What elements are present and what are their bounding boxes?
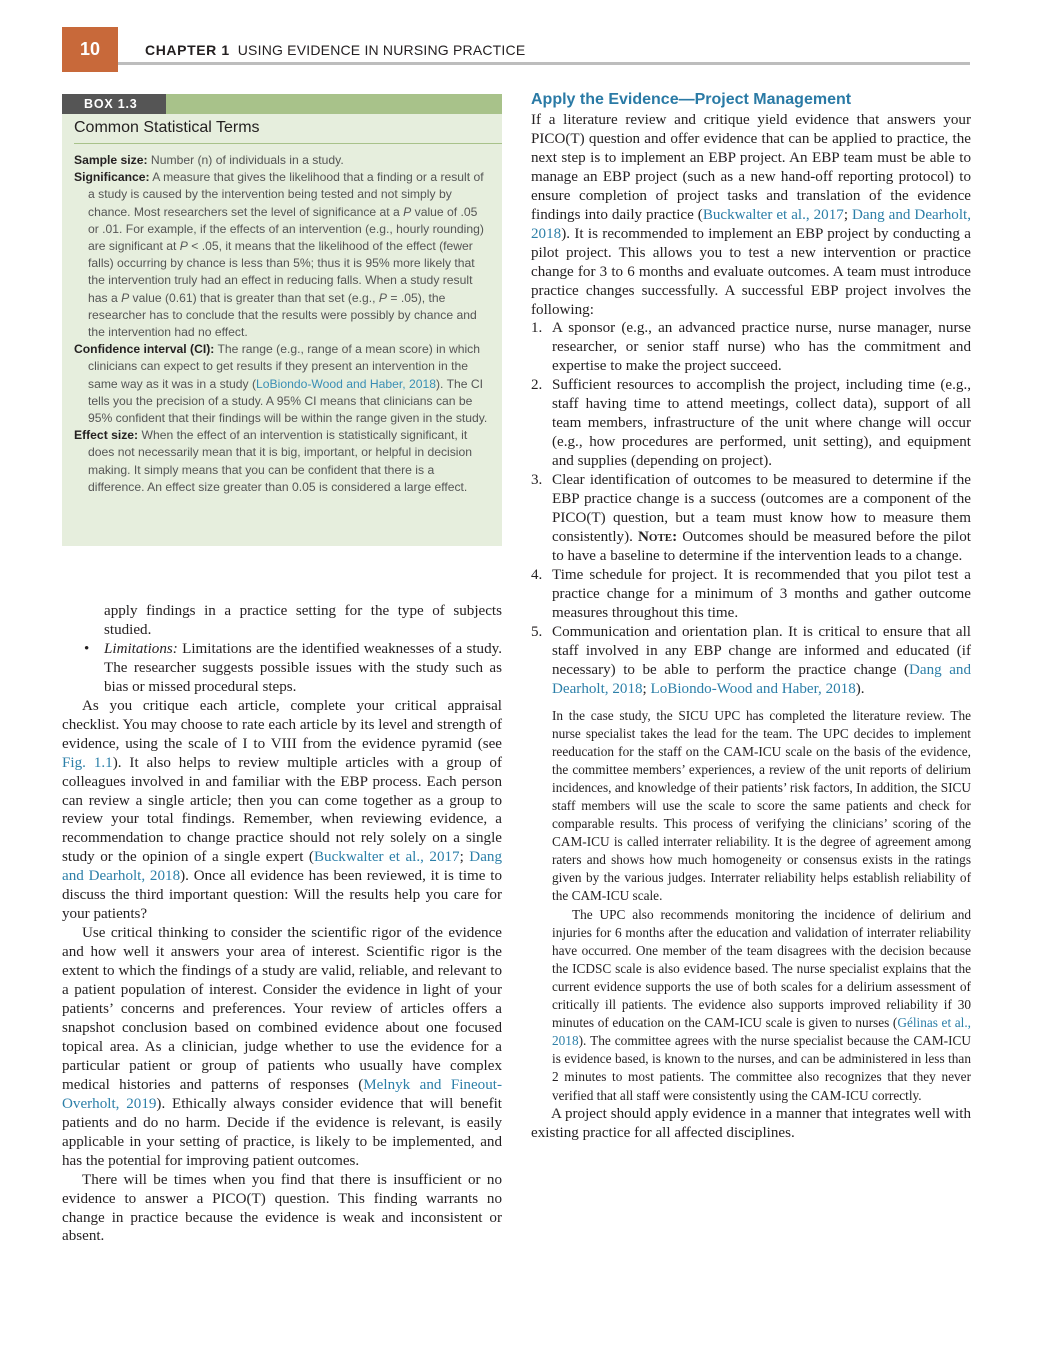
paragraph-critical-thinking <box>62 924 502 1170</box>
p-symbol: P <box>378 290 387 305</box>
bullet-label: Limitations: <box>104 640 178 657</box>
paragraph-critique <box>62 697 502 924</box>
paragraph-text: Use critical thinking to consider the scientific rigor of the evidence and how well it answers your area of interest. Scientific rigor is the extent to which the findings of a study are valid, reliable, and relevant to a patient population of interest. Consider the evidence in light of your patients’ concerns and preferences. Your review of articles offers a snapshot conclusion based on combined evidence about one focused topical area. As a clinician, judge whether to use the evidence for a particular patient or group of patients who usually have complex medical histories and patterns of responses ( <box>62 925 502 1093</box>
page-number: 10 <box>62 27 118 72</box>
definition-text: value of .05 or .01. For example, if the effects of an intervention (e.g., hourly rounding) are significant at <box>88 204 484 254</box>
list-number: 1. <box>531 320 543 337</box>
list-item-text: Clear identification of outcomes to be measured to determine if the EBP practice change is a success (outcomes are a component of the PICO(T) question, but a team must know how to measure them consistently). <box>552 472 971 545</box>
figure-link[interactable]: Fig. 1.1 <box>62 754 113 771</box>
bullet-text: Limitations are the identified weaknesses of a study. The researcher suggests possible issues with the study such as bias or missed procedural steps. <box>104 640 502 695</box>
definition-text: The range (e.g., range of a mean score) in which clinicians can expect to get results if they present an intervention in the same way as it was in a study ( <box>88 342 480 391</box>
citation-link[interactable]: Melnyk and Fineout-Overholt, 2019 <box>62 1076 502 1112</box>
note-label: Note: <box>638 528 678 545</box>
term-label: Significance: <box>74 170 150 185</box>
definition-text: ). The CI tells you the precision of a study. A 95% CI means that clinicians can be 95% confident that their findings will be within the range given in the study. <box>88 376 488 426</box>
section-heading: Apply the Evidence—Project Management <box>531 91 852 108</box>
p-symbol: P <box>403 204 412 219</box>
list-number: 5. <box>531 623 543 640</box>
list-item <box>531 566 971 623</box>
list-number: 2. <box>531 377 543 394</box>
citation-link[interactable]: Buckwalter et al., 2017 <box>702 206 844 223</box>
list-item <box>531 471 971 566</box>
left-column <box>62 602 502 1246</box>
case-study-paragraph: In the case study, the SICU UPC has completed the literature review. The nurse specialist takes the lead for the team. The UPC decides to implement reeducation for the staff on the CAM-ICU scale on the basis of the evidence, the committee members’ experiences, a review of the unit reports of delirium incidences, and knowledge of their patients’ risk factors, In addition, the SICU staff members will use the scale to score the same patients and check for comparable results. This process of verifying the clinicians’ scoring of the CAM-ICU is called interrater reliability. It is the degree of agreement among raters and shows how much homogeneity or consensus exists in the ratings given by the various judges. Interrater reliability helps establish reliability of the CAM-ICU scale. <box>552 707 971 904</box>
definition-effect-size <box>74 427 490 496</box>
running-header <box>145 42 525 58</box>
definition-text: When the effect of an intervention is statistically significant, it does not necessarily mean that it is big, important, or helpful in decision making. It simply means that you can be confident that there is a difference. An effect size greater than 0.05 is considered a large effect. <box>88 428 472 494</box>
citation-link[interactable]: LoBiondo-Wood and Haber, 2018 <box>256 376 437 391</box>
list-item-text: Sufficient resources to accomplish the project, including time (e.g., staff having time to attend meetings, collect data), support of all team members, infrastructure of the unit where change will occur (e.g., how procedures are performed, unit setting), and equipment and supplies (depending on project). <box>552 377 971 470</box>
citation-link[interactable]: Dang and Dearholt, 2018 <box>531 206 972 242</box>
box-label: BOX 1.3 <box>62 94 166 114</box>
bullet-icon: • <box>84 640 90 657</box>
list-item <box>531 376 971 471</box>
citation-link[interactable]: Buckwalter et al., 2017 <box>313 849 460 866</box>
bullet-limitations <box>62 640 502 697</box>
case-study <box>552 707 971 1105</box>
separator: ; <box>642 680 651 697</box>
case-study-paragraph <box>552 906 971 1105</box>
citation-link[interactable]: Dang and Dearholt, 2018 <box>552 661 972 697</box>
separator: ; <box>459 849 470 866</box>
p-symbol: P <box>179 239 188 254</box>
citation-link[interactable]: Gélinas et al., 2018 <box>552 1015 971 1049</box>
paragraph-closing: A project should apply evidence in a manner that integrates well with existing practice for all affected disciplines. <box>531 1105 971 1141</box>
continued-text: apply findings in a practice setting for the type of subjects studied. <box>104 603 502 638</box>
definition-text: value (0.61) that is greater than that set (e.g., <box>129 290 379 305</box>
p-symbol: P <box>121 290 130 305</box>
box-common-statistical-terms <box>62 94 502 546</box>
paragraph-text: ). Once all evidence has been reviewed, it is time to discuss the third important question: Will the results help you care for your patients? <box>62 868 502 923</box>
list-item <box>531 319 971 376</box>
paragraph-text: If a literature review and critique yield evidence that answers your PICO(T) question and offer evidence that can be applied to practice, the next step is to implement an EBP project. An EBP team must be able to manage an EBP project (such as a new hand-off reporting protocol) to ensure completion of project tasks and translation of the evidence findings into daily practice ( <box>531 112 971 223</box>
header-rule <box>118 62 970 65</box>
box-tab-bar <box>62 94 502 114</box>
paragraph-text: The UPC also recommends monitoring the incidence of delirium and injuries for 6 months after the education and validation of interrater reliability have occurred. One member of the team disagrees with the decision because the ICDSC scale is also evidence based. The nurse specialist explains that the current evidence supports the use of both scales for a delirium assessment of critically ill patients. The evidence also supports improved reliability if 30 minutes of education on the CAM-ICU scale is given to nurses ( <box>552 906 971 1031</box>
project-requirements-list <box>531 319 971 698</box>
list-item-text: ). <box>855 680 865 697</box>
paragraph-text: ). The committee agrees with the nurse specialist because the CAM-ICU is evidence based, is known to the nurses, and can be administered in less than 2 minutes to most patients. The committee also recognizes that they never verified that all staff were consistently using the CAM-ICU correctly. <box>552 1033 971 1103</box>
list-number: 3. <box>531 472 543 489</box>
paragraph-insufficient-evidence: There will be times when you find that there is insufficient or no evidence to answer a PICO(T) question. This finding warrants no change in practice because the evidence is weak and inconsistent or absent. <box>62 1171 502 1245</box>
term-label: Sample size: <box>74 153 148 167</box>
separator: ; <box>843 206 852 223</box>
list-item <box>531 623 971 699</box>
list-item-text: A sponsor (e.g., an advanced practice nurse, nurse manager, nurse researcher, or senior staff nurse) who has the commitment and expertise to make the project succeed. <box>552 320 971 375</box>
citation-link[interactable]: LoBiondo-Wood and Haber, 2018 <box>650 680 856 697</box>
citation-link[interactable]: Dang and Dearholt, 2018 <box>62 849 502 885</box>
definition-text: = .05), the researcher has to conclude that the results were possibly by chance and the intervention had no effect. <box>88 290 477 340</box>
definition-text: A measure that gives the likelihood that a finding or a result of a study is caused by the intervention being tested and not simply by chance. Most researchers set the level of significance at a <box>88 170 484 219</box>
list-item-text: Time schedule for project. It is recommended that you pilot test a practice change for a minimum of 3 months and gather outcome measures throughout this time. <box>552 566 971 621</box>
term-label: Effect size: <box>74 428 139 443</box>
definition-sample-size <box>74 152 490 169</box>
right-column <box>531 90 971 1143</box>
definition-text: < .05, it means that the likelihood of the effect (fewer falls) occurring by chance is less than 5%; thus it is 95% more likely that the intervention truly had an effect in reducing falls. When a study result has a <box>88 239 475 305</box>
paragraph-text: As you critique each article, complete your critical appraisal checklist. You may choose to rate each article by its level and strength of evidence, using the scale of I to VIII from the evidence pyramid (see <box>62 697 502 752</box>
definition-confidence-interval <box>74 341 490 427</box>
definition-significance <box>74 169 490 341</box>
list-number: 4. <box>531 566 543 583</box>
paragraph-text: ). It is recommended to implement an EBP project by conducting a pilot project. This allows you to test a new intervention or practice change for 3 to 6 months and evaluate outcomes. A team must introduce practice changes successfully. A successful EBP project involves the following: <box>531 225 971 318</box>
definition-text: Number (n) of individuals in a study. <box>147 153 344 167</box>
chapter-title: USING EVIDENCE IN NURSING PRACTICE <box>237 42 526 58</box>
chapter-label: CHAPTER 1 <box>145 42 230 58</box>
paragraph-text: ). It also helps to review multiple articles with a group of colleagues involved in and familiar with the EBP process. Each person can review a single article; then you can come together as a group to review your total findings. Remember, when reviewing evidence, a recommendation to change practice should not rely solely on a single study or the opinion of a single expert ( <box>62 754 502 866</box>
box-title: Common Statistical Terms <box>74 119 260 136</box>
term-label: Confidence interval (CI): <box>74 342 215 357</box>
paragraph-intro <box>531 111 971 319</box>
list-item-text: Communication and orientation plan. It is critical to ensure that all staff involved in any EBP change are informed and educated (if necessary) to be able to perform the practice change ( <box>552 623 971 678</box>
list-item-text: Outcomes should be measured before the pilot to have a baseline to determine if the intervention leads to a change. <box>552 528 971 564</box>
box-body <box>62 144 502 496</box>
paragraph-text: ). Ethically always consider evidence that will benefit patients and do no harm. Decide if the evidence is relevant, is easily applicable in your setting of practice, is likely to be implemented, and has the potential for improving patient outcomes. <box>62 1095 502 1169</box>
